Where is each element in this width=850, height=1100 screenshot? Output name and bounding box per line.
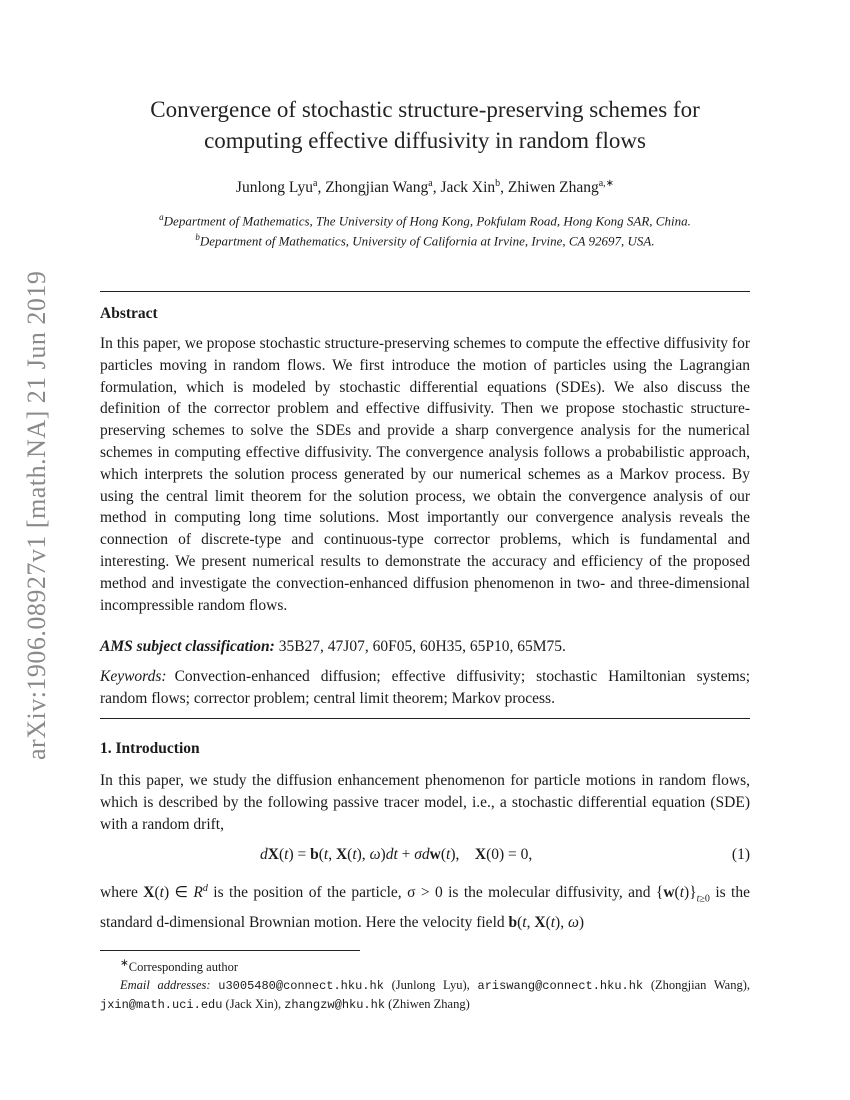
email-name-lyu: (Junlong Lyu), xyxy=(391,978,470,993)
author-4: Zhiwen Zhang xyxy=(507,179,599,197)
footnote-emails xyxy=(100,976,750,1014)
intro-paragraph-continued: where X(t) ∈ $R^d$ is the position of the particle, σ > 0 is the molecular diffusivity, and $\{w(t)\}_{t\ge 0}$ is the standard d-dimensional Brownian motion. Here the velocity field b(t, X(t), ω) xyxy=(100,883,750,932)
affiliation-a-text: Department of Mathematics, The University of Hong Kong, Pokfulam Road, Hong Kong SAR, China. xyxy=(163,213,691,229)
affiliation-a xyxy=(100,209,750,229)
affiliation-b xyxy=(100,229,750,249)
after-eq-part-2: is the position of the particle, σ > 0 is the molecular diffusivity, and xyxy=(207,884,656,902)
paper-title xyxy=(100,94,750,156)
title-line-1: Convergence of stochastic structure-preserving schemes for xyxy=(150,97,700,122)
affiliation-a-mark: a xyxy=(159,212,164,222)
email-link-zhang[interactable]: zhangzw@hku.hk xyxy=(284,998,386,1013)
corresponding-text: Corresponding author xyxy=(128,960,239,975)
author-4-affil: a,∗ xyxy=(598,178,615,189)
ams-classification xyxy=(100,638,750,656)
email-name-wang: (Zhongjian Wang), xyxy=(650,978,750,993)
section-heading-introduction: 1. Introduction xyxy=(100,740,200,757)
keywords xyxy=(100,666,750,710)
author-2: Zhongjian Wang xyxy=(325,179,429,197)
author-list: Junlong Lyu$^a$, Zhongjian Wang$^a$, Jack Xin$^b$, Zhiwen Zhang$^{a,∗}$ xyxy=(235,178,615,197)
email-link-wang[interactable]: ariswang@connect.hku.hk xyxy=(477,979,644,994)
abstract-heading: Abstract xyxy=(100,305,158,322)
affiliation-b-mark: b xyxy=(195,232,200,243)
equation-1 xyxy=(100,846,750,870)
author-1-affil: a xyxy=(313,178,318,189)
affiliation-b-text: Department of Mathematics, University of California at Irvine, Irvine, CA 92697, USA. xyxy=(199,233,655,249)
ams-codes: 35B27, 47J07, 60F05, 60H35, 65P10, 65M75. xyxy=(278,638,566,655)
email-label: Email addresses: xyxy=(120,978,211,993)
after-eq-part-3: is the standard d-dimensional Brownian motion. Here the velocity field xyxy=(100,884,750,932)
affiliations xyxy=(100,209,750,250)
author-3-affil: b xyxy=(495,178,501,189)
author-1: Junlong Lyu xyxy=(235,179,313,197)
footnotes xyxy=(100,955,750,1014)
abstract-top-rule xyxy=(100,291,750,292)
footnote-rule xyxy=(100,950,360,951)
keywords-label: Keywords: xyxy=(100,668,167,685)
footnote-corresponding: ∗Corresponding author xyxy=(120,958,239,975)
author-3: Jack Xin xyxy=(440,179,496,197)
email-name-xin: (Jack Xin), xyxy=(225,997,282,1012)
keywords-text: Convection-enhanced diffusion; effective diffusivity; stochastic Hamiltonian systems; random flows; corrector problem; central limit theorem; Markov process. xyxy=(100,668,750,707)
email-link-lyu[interactable]: u3005480@connect.hku.hk xyxy=(218,979,384,994)
after-eq-part-1: where xyxy=(100,884,144,902)
equation-number: (1) xyxy=(731,846,750,863)
abstract-bottom-rule xyxy=(100,718,750,719)
intro-paragraph: In this paper, we study the diffusion enhancement phenomenon for particle motions in random flows, which is described by the following passive tracer model, i.e., a stochastic differential equation (SDE) with a random drift, xyxy=(100,772,750,833)
email-link-xin[interactable]: jxin@math.uci.edu xyxy=(100,998,223,1013)
abstract-text: In this paper, we propose stochastic structure-preserving schemes to compute the effective diffusivity for particles moving in random flows. We first introduce the motion of particles using the Lagrangian formulation, which is modeled by stochastic differential equations (SDEs). We also discuss the definition of the corrector problem and effective diffusivity. Then we propose stochastic structure-preserving schemes to solve the SDEs and provide a sharp convergence analysis for the numerical schemes in computing effective diffusivity. The convergence analysis follows a probabilistic approach, which interprets the solution process generated by our numerical schemes as a Markov process. By using the central limit theorem for the solution process, we obtain the convergence analysis of our method in computing long time solutions. Most importantly our convergence analysis reveals the connection of discrete-type and continuous-type corrector problems, which is fundamental and interesting. We present numerical results to demonstrate the accuracy and efficiency of the proposed method and investigate the convection-enhanced diffusion phenomenon in two- and three-dimensional incompressible random flows. xyxy=(100,335,750,614)
equation-formula: dX(t) = b(t, X(t), ω)dt + σdw(t), X(0) = 0, xyxy=(260,846,533,863)
ams-label: AMS subject classification: xyxy=(100,638,275,655)
author-2-affil: a xyxy=(428,178,433,189)
arxiv-stamp: arXiv:1906.08927v1 [math.NA] 21 Jun 2019 xyxy=(22,270,51,760)
title-line-2: computing effective diffusivity in random flows xyxy=(204,128,646,153)
email-name-zhang: (Zhiwen Zhang) xyxy=(388,997,470,1012)
